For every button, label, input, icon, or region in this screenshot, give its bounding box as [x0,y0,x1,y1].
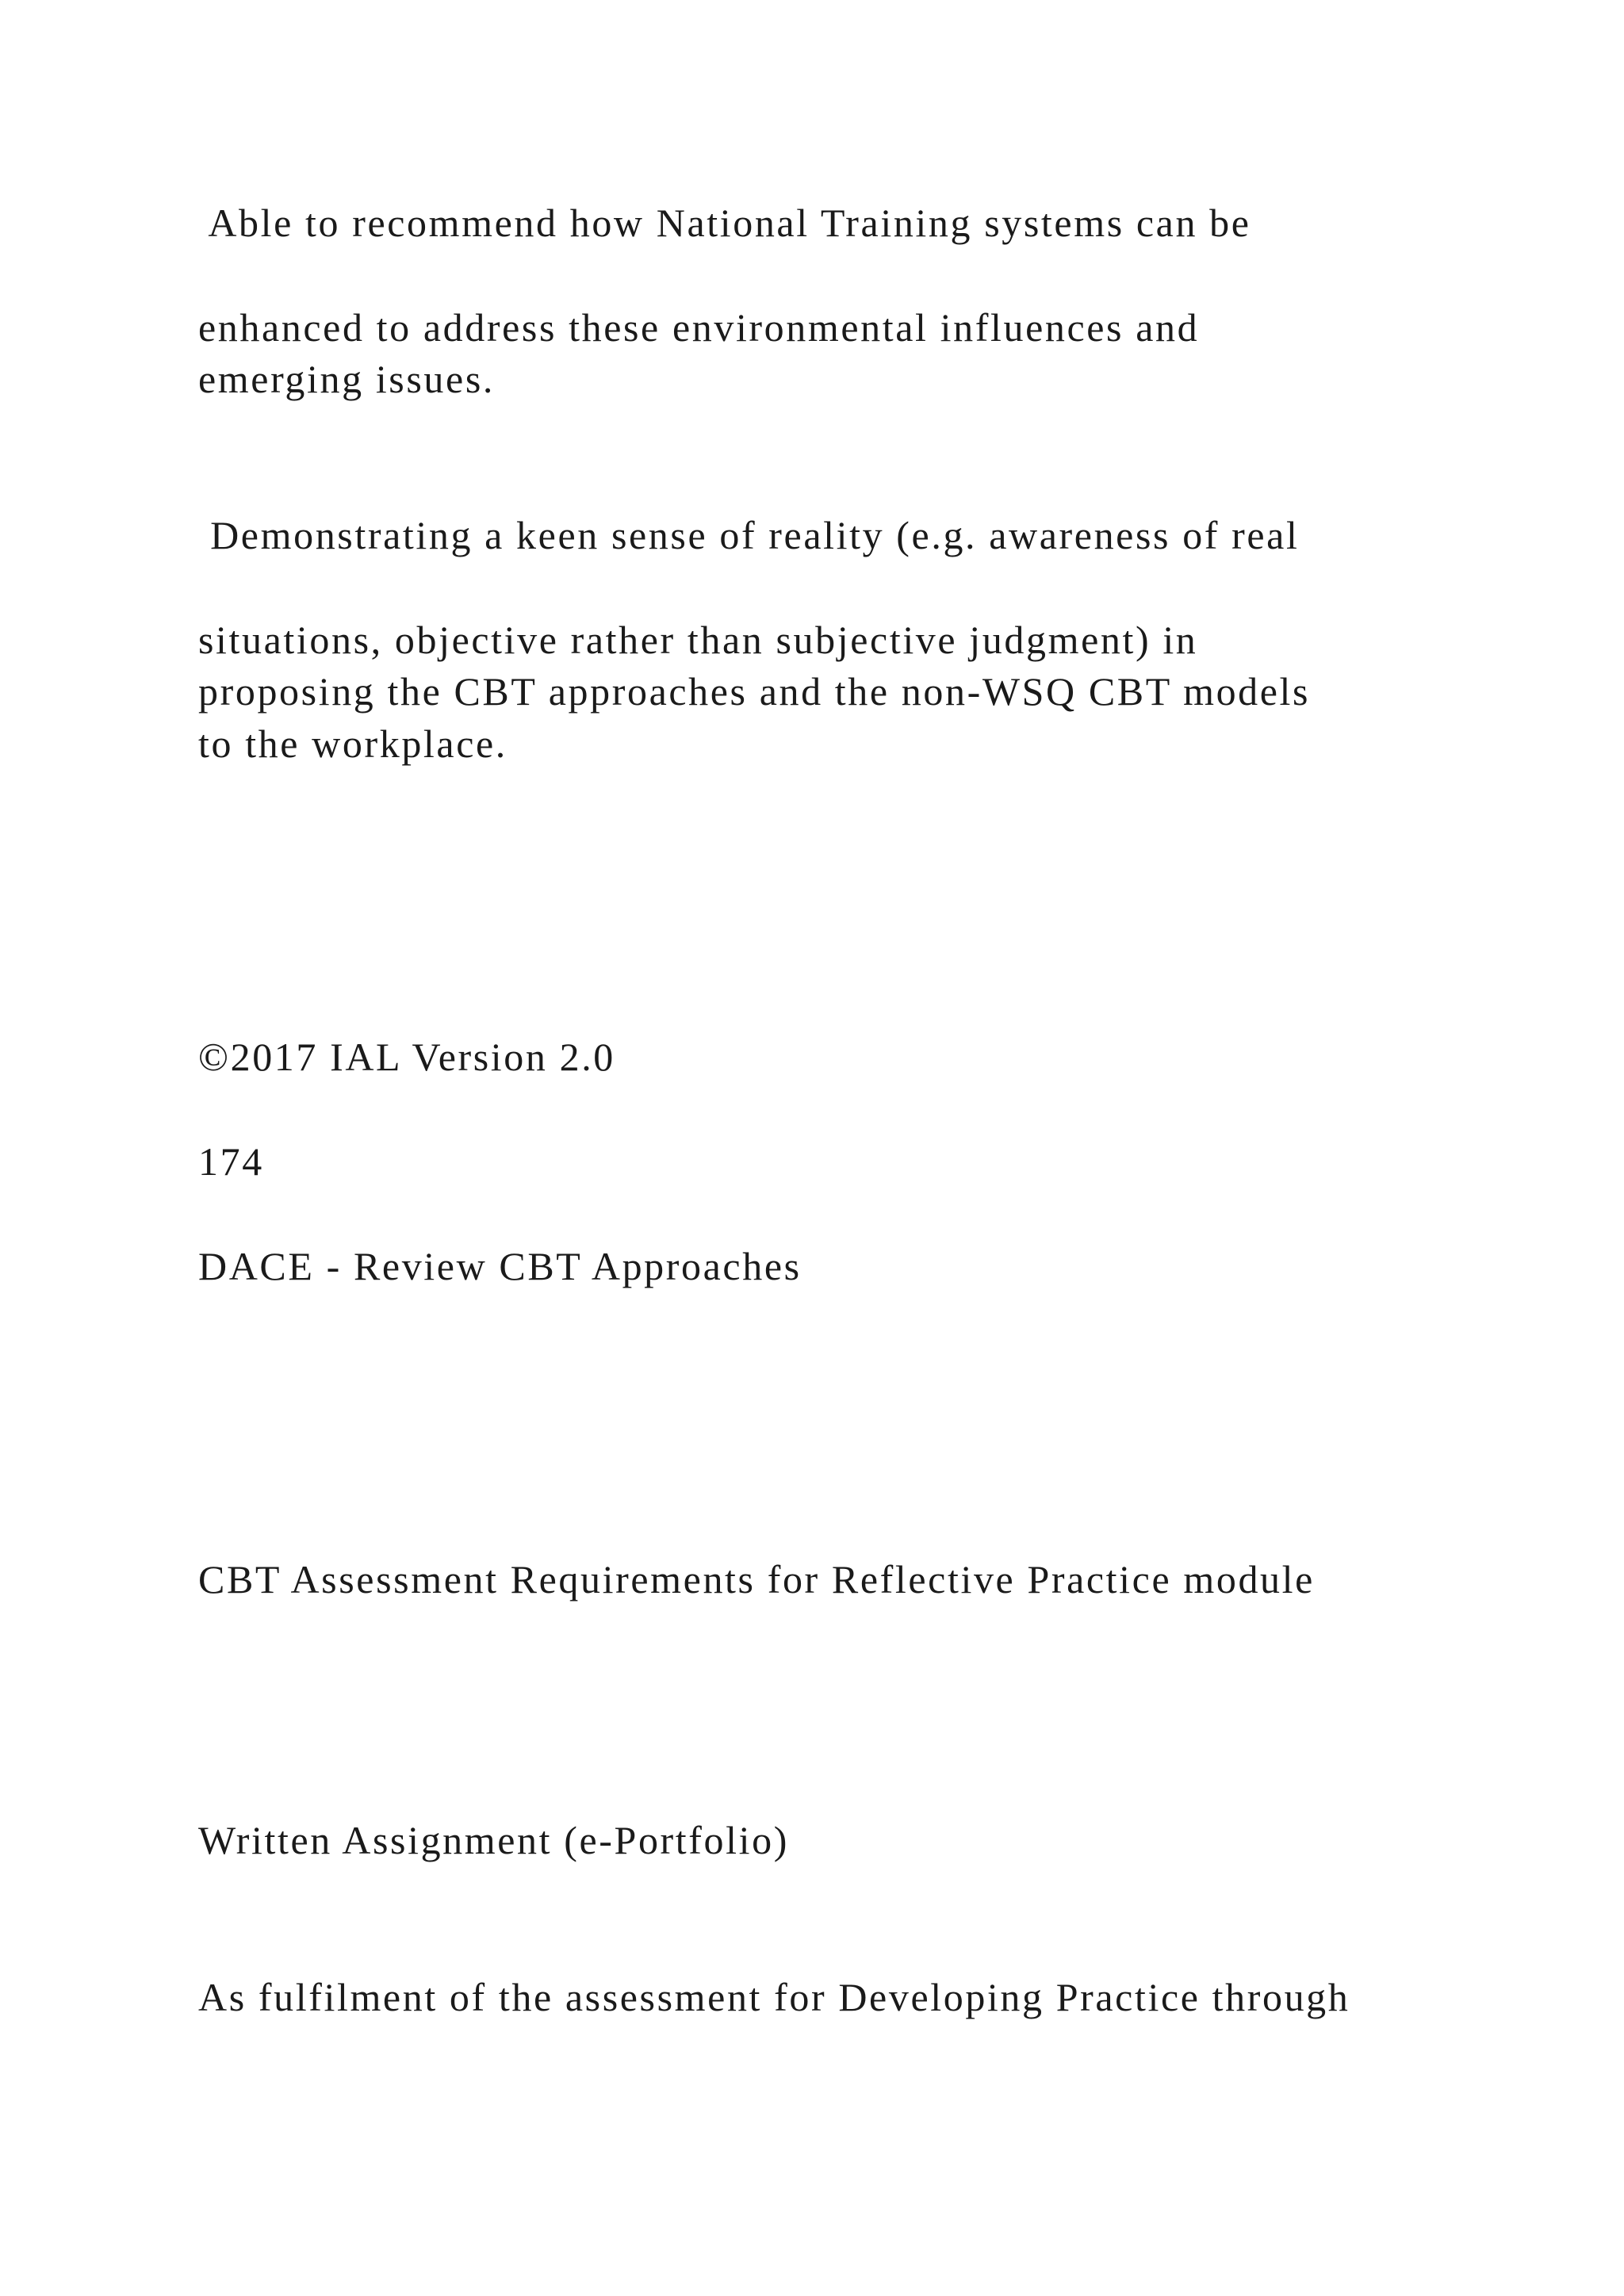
section-heading: CBT Assessment Requirements for Reflective Practice module [198,1557,1315,1601]
bullet-1-line-3: emerging issues. [198,357,495,401]
bullet-2-line-3: proposing the CBT approaches and the non-WSQ CBT models [198,669,1311,714]
bullet-1-line-1: Able to recommend how National Training systems can be [198,201,1251,245]
bullet-2-line-4: to the workplace. [198,721,508,766]
bullet-2-line-2: situations, objective rather than subjective judgment) in [198,618,1198,662]
bullet-1-line-2: enhanced to address these environmental influences and [198,305,1200,350]
section-subheading: Written Assignment (e-Portfolio) [198,1818,789,1862]
section-body-line-1: As fulfilment of the assessment for Developing Practice through [198,1975,1350,2019]
document-title: DACE - Review CBT Approaches [198,1244,802,1288]
page-number: 174 [198,1139,264,1184]
copyright-notice: ©2017 IAL Version 2.0 [198,1035,615,1079]
bullet-2-line-1: Demonstrating a keen sense of reality (e.g. awareness of real [198,513,1300,557]
